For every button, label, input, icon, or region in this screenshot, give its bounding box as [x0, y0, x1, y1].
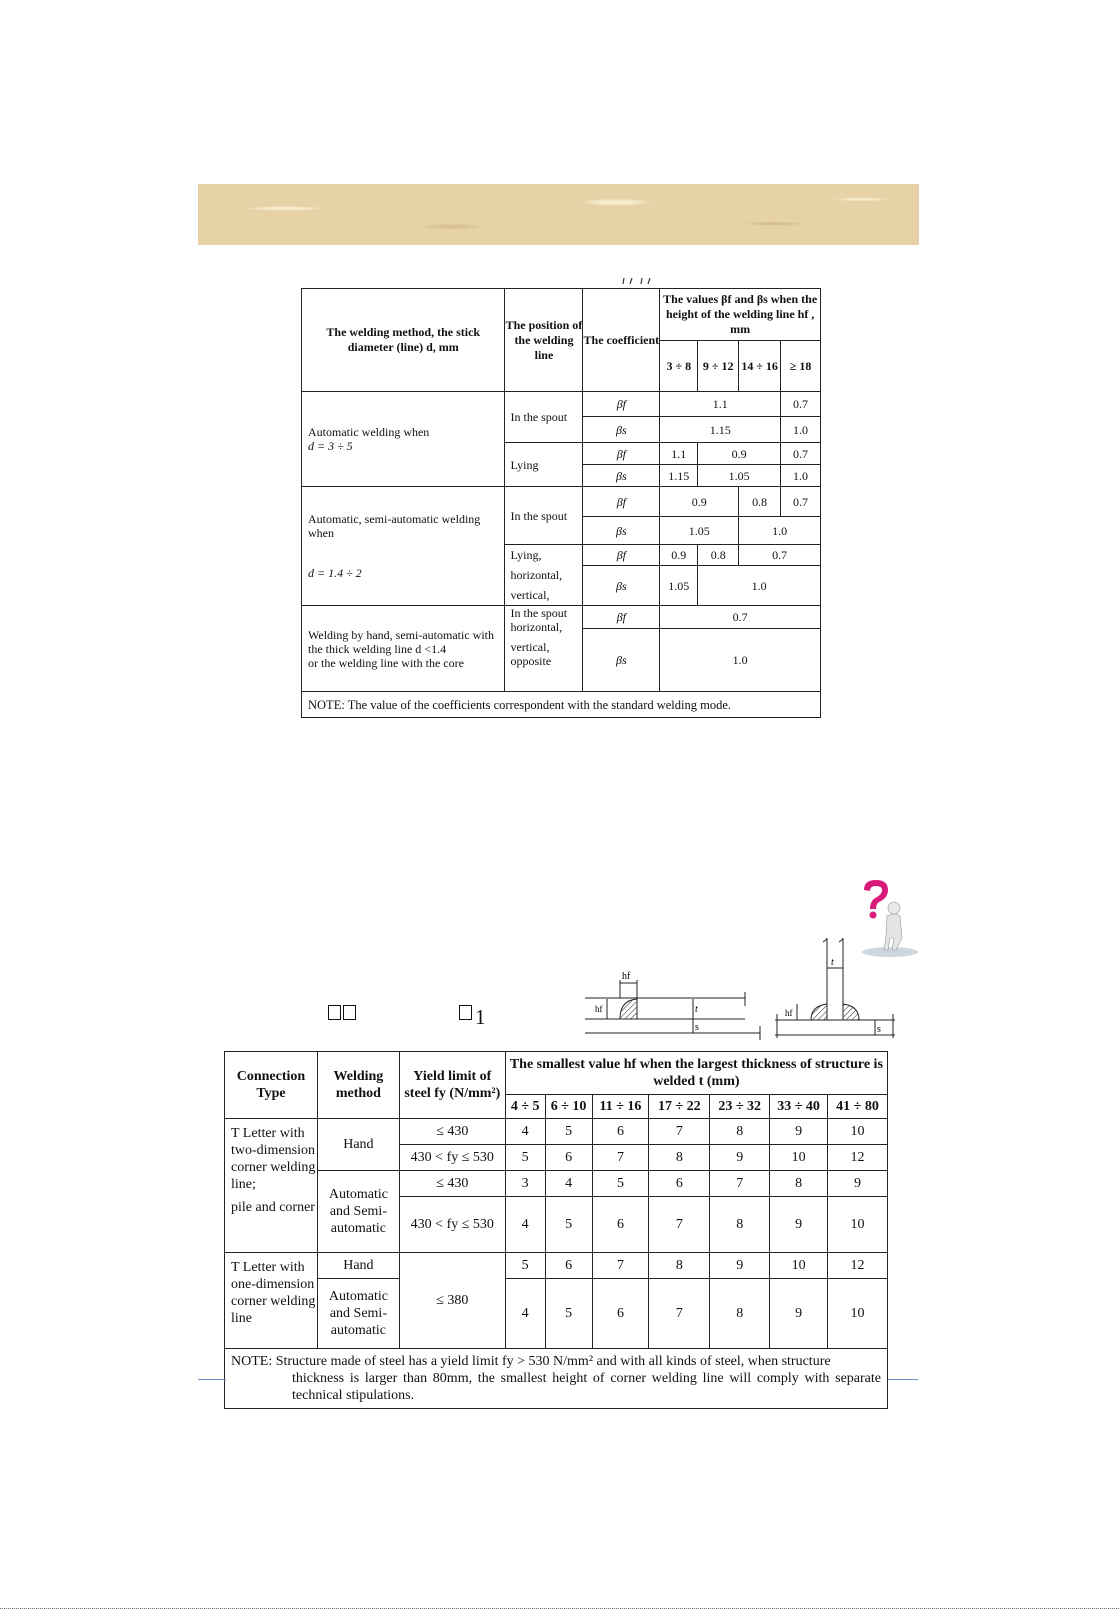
- value-cell: 8: [649, 1145, 710, 1171]
- label-hf: hf: [622, 971, 631, 982]
- value-cell: 9: [770, 1119, 828, 1145]
- method-cell: Automatic and Semi-automatic: [317, 1279, 399, 1349]
- yield-cell: ≤ 430: [399, 1171, 505, 1197]
- value-cell: 8: [710, 1197, 770, 1253]
- method-cell: [302, 392, 505, 487]
- divider-line: [888, 1379, 918, 1380]
- value-cell: 5: [505, 1253, 545, 1279]
- position-text: In the spout horizontal,: [510, 606, 568, 634]
- note-body: thickness is larger than 80mm, the smallest height of corner welding line will comply with separate technical stipulations.: [292, 1371, 881, 1403]
- value-cell: 1.1: [660, 392, 781, 417]
- value-cell: 1.0: [781, 417, 821, 443]
- value-cell: 10: [828, 1119, 888, 1145]
- position-cell: Lying: [505, 443, 583, 487]
- coefficient-cell: βs: [583, 517, 660, 545]
- connection-text: pile and corner: [231, 1200, 315, 1215]
- method-text: Welding by hand, semi-automatic with the thick welding line d <1.4: [308, 627, 494, 656]
- coefficient-cell: βf: [583, 443, 660, 465]
- min-weld-height-table: [224, 1051, 888, 1409]
- missing-glyph-box: [343, 1005, 356, 1020]
- yield-cell: ≤ 380: [399, 1253, 505, 1349]
- value-cell: 7: [649, 1197, 710, 1253]
- value-cell: 0.7: [781, 392, 821, 417]
- missing-glyph-with-number: [459, 1005, 486, 1030]
- value-cell: 1.05: [660, 566, 698, 606]
- value-cell: 10: [770, 1145, 828, 1171]
- value-cell: 1.15: [660, 465, 698, 487]
- value-cell: 12: [828, 1253, 888, 1279]
- value-cell: 9: [710, 1253, 770, 1279]
- divider-line: [198, 1379, 226, 1380]
- value-cell: 1.15: [660, 417, 781, 443]
- value-cell: 7: [592, 1145, 649, 1171]
- missing-glyph-box: [459, 1005, 472, 1020]
- value-cell: 4: [505, 1279, 545, 1349]
- value-cell: 8: [770, 1171, 828, 1197]
- value-cell: 8: [710, 1119, 770, 1145]
- lap-weld-sketch: [585, 968, 765, 1044]
- yield-cell: 430 < fy ≤ 530: [399, 1197, 505, 1253]
- value-cell: 1.0: [739, 517, 821, 545]
- question-mark-figure-icon: [850, 878, 920, 958]
- col-header-range: 41 ÷ 80: [828, 1095, 888, 1119]
- col-header-smallest: The smallest value hf when the largest thickness of structure is welded t (mm): [505, 1052, 887, 1095]
- value-cell: 1.1: [660, 443, 698, 465]
- value-cell: 9: [770, 1197, 828, 1253]
- method-cell: [302, 606, 505, 692]
- method-cell: Automatic and Semi-automatic: [317, 1171, 399, 1253]
- col-header-range: 17 ÷ 22: [649, 1095, 710, 1119]
- value-cell: 6: [545, 1253, 592, 1279]
- value-cell: 12: [828, 1145, 888, 1171]
- label-hf: hf: [595, 1004, 603, 1014]
- value-cell: 7: [649, 1119, 710, 1145]
- value-cell: 0.7: [781, 487, 821, 517]
- coefficient-cell: βf: [583, 487, 660, 517]
- position-cell: In the spout: [505, 487, 583, 545]
- label-s: s: [877, 1024, 881, 1035]
- col-header-values: The values βf and βs when the height of the welding line hf , mm: [660, 289, 821, 341]
- col-header-position: The position of the welding line: [505, 289, 583, 392]
- value-cell: 1.0: [698, 566, 821, 606]
- welding-coefficient-table: [301, 288, 821, 718]
- value-cell: 0.7: [660, 606, 821, 629]
- col-header-range: 11 ÷ 16: [592, 1095, 649, 1119]
- col-header-connection: Connection Type: [225, 1052, 318, 1119]
- col-header-range: 3 ÷ 8: [660, 341, 698, 392]
- page-bottom-border: [0, 1608, 1119, 1609]
- method-cell: Hand: [317, 1119, 399, 1171]
- value-cell: 7: [710, 1171, 770, 1197]
- table-note: NOTE: The value of the coefficients correspondent with the standard welding mode.: [302, 692, 821, 718]
- value-cell: 6: [592, 1197, 649, 1253]
- value-cell: 8: [710, 1279, 770, 1349]
- method-cell: [302, 487, 505, 606]
- position-text: vertical, opposite: [510, 640, 552, 668]
- value-cell: 5: [545, 1197, 592, 1253]
- table-note: [225, 1349, 888, 1409]
- yield-cell: ≤ 430: [399, 1119, 505, 1145]
- method-diameter: d = 1.4 ÷ 2: [308, 566, 362, 580]
- value-cell: 5: [545, 1279, 592, 1349]
- label-s: s: [695, 1022, 699, 1033]
- missing-glyph-boxes: [328, 1005, 356, 1020]
- value-cell: 0.9: [660, 487, 739, 517]
- position-cell: [505, 606, 583, 692]
- value-cell: 10: [770, 1253, 828, 1279]
- label-t: t: [695, 1004, 698, 1015]
- method-cell: Hand: [317, 1253, 399, 1279]
- col-header-range: 9 ÷ 12: [698, 341, 739, 392]
- missing-glyph-box: [328, 1005, 341, 1020]
- method-diameter: d = 3 ÷ 5: [308, 439, 353, 453]
- value-cell: 1.05: [660, 517, 739, 545]
- col-header-range: 33 ÷ 40: [770, 1095, 828, 1119]
- coefficient-cell: βf: [583, 606, 660, 629]
- col-header-range: 23 ÷ 32: [710, 1095, 770, 1119]
- value-cell: 1.05: [698, 465, 781, 487]
- value-cell: 4: [505, 1197, 545, 1253]
- value-cell: 4: [505, 1119, 545, 1145]
- method-text: Automatic, semi-automatic welding when: [308, 512, 481, 540]
- method-text: Automatic welding when: [308, 425, 430, 439]
- value-cell: 0.8: [739, 487, 781, 517]
- glyph-number: 1: [475, 1005, 486, 1029]
- value-cell: 6: [592, 1279, 649, 1349]
- col-header-range: ≥ 18: [781, 341, 821, 392]
- value-cell: 9: [828, 1171, 888, 1197]
- value-cell: 10: [828, 1279, 888, 1349]
- value-cell: 9: [710, 1145, 770, 1171]
- value-cell: 6: [592, 1119, 649, 1145]
- yield-cell: 430 < fy ≤ 530: [399, 1145, 505, 1171]
- value-cell: 5: [545, 1119, 592, 1145]
- header-banner: [198, 184, 919, 245]
- label-t: t: [831, 957, 834, 968]
- connection-text: T Letter with two-dimension corner welding line;: [231, 1126, 316, 1192]
- coefficient-cell: βs: [583, 566, 660, 606]
- coefficient-cell: βs: [583, 629, 660, 692]
- value-cell: 7: [592, 1253, 649, 1279]
- coefficient-cell: βf: [583, 545, 660, 566]
- value-cell: 7: [649, 1279, 710, 1349]
- col-header-range: 6 ÷ 10: [545, 1095, 592, 1119]
- value-cell: 10: [828, 1197, 888, 1253]
- label-hf: hf: [785, 1008, 793, 1018]
- cropped-text-fragment: [620, 278, 680, 284]
- value-cell: 3: [505, 1171, 545, 1197]
- position-cell: Lying, horizontal, vertical,: [505, 545, 583, 606]
- value-cell: 5: [505, 1145, 545, 1171]
- connection-cell: T Letter with one-dimension corner welding line: [225, 1253, 318, 1349]
- value-cell: 4: [545, 1171, 592, 1197]
- value-cell: 8: [649, 1253, 710, 1279]
- col-header-coefficient: The coefficient: [583, 289, 660, 392]
- value-cell: 0.8: [698, 545, 739, 566]
- value-cell: 0.9: [698, 443, 781, 465]
- method-text: or the welding line with the core: [308, 655, 464, 670]
- coefficient-cell: βs: [583, 465, 660, 487]
- col-header-range: 14 ÷ 16: [739, 341, 781, 392]
- value-cell: 0.7: [739, 545, 821, 566]
- col-header-yield: Yield limit of steel fy (N/mm²): [399, 1052, 505, 1119]
- col-header-method: The welding method, the stick diameter (line) d, mm: [302, 289, 505, 392]
- coefficient-cell: βs: [583, 417, 660, 443]
- col-header-range: 4 ÷ 5: [505, 1095, 545, 1119]
- col-header-method: Welding method: [317, 1052, 399, 1119]
- position-cell: In the spout: [505, 392, 583, 443]
- value-cell: 6: [545, 1145, 592, 1171]
- value-cell: 6: [649, 1171, 710, 1197]
- note-lead: NOTE: Structure made of steel has a yield limit fy > 530 N/mm² and with all kinds of steel, when structure: [231, 1354, 831, 1369]
- value-cell: 0.9: [660, 545, 698, 566]
- connection-cell: [225, 1119, 318, 1253]
- value-cell: 9: [770, 1279, 828, 1349]
- value-cell: 5: [592, 1171, 649, 1197]
- value-cell: 1.0: [781, 465, 821, 487]
- coefficient-cell: βf: [583, 392, 660, 417]
- value-cell: 1.0: [660, 629, 821, 692]
- value-cell: 0.7: [781, 443, 821, 465]
